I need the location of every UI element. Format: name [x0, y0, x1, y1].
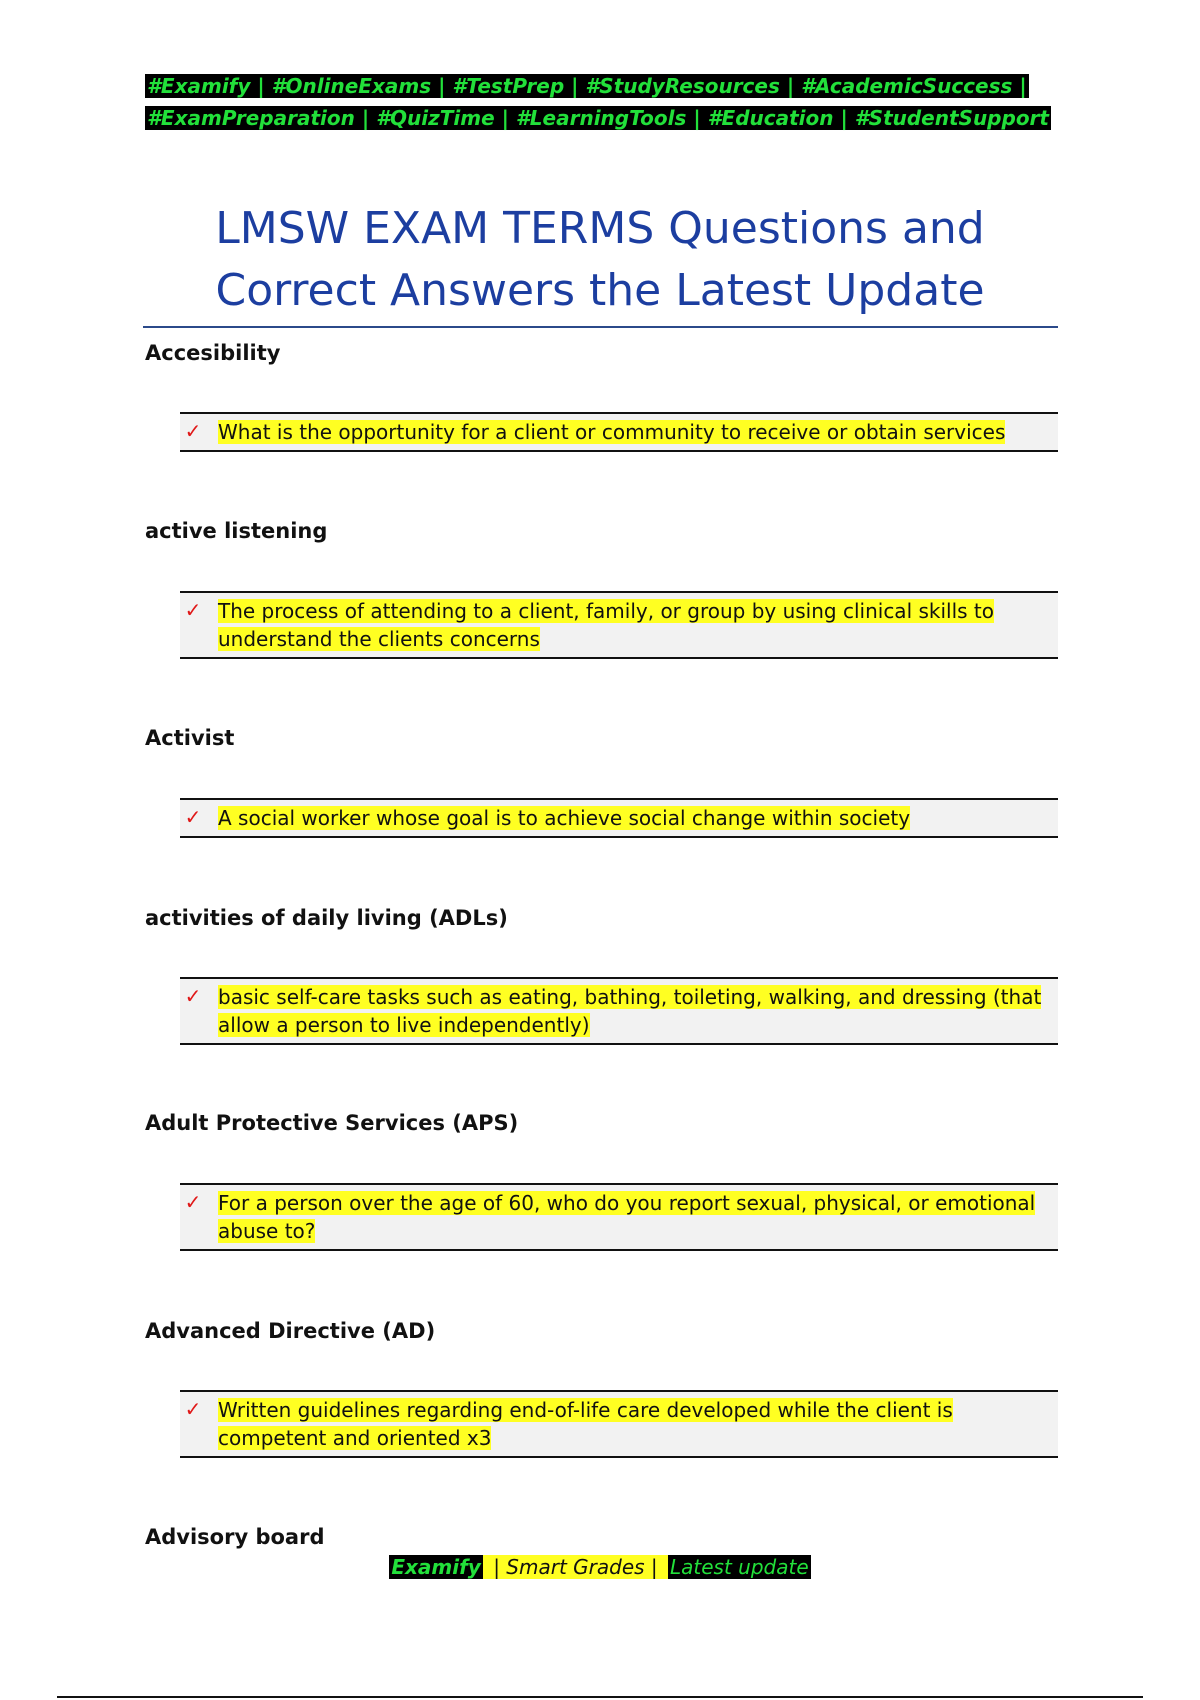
answer-text: A social worker whose goal is to achieve social change within society — [218, 806, 911, 830]
footer-brand: Examify — [391, 1555, 481, 1579]
answer-box — [180, 412, 1058, 452]
page-title — [145, 198, 1055, 322]
answer-box — [180, 1390, 1058, 1458]
answer-text: basic self-care tasks such as eating, bathing, toileting, walking, and dressing (that allow a person to live independently) — [218, 985, 1042, 1037]
page-footer — [0, 1552, 1200, 1582]
checkmark-icon: ✓ — [184, 598, 202, 622]
checkmark-icon: ✓ — [184, 419, 202, 443]
checkmark-icon: ✓ — [184, 1397, 202, 1421]
title-divider — [143, 326, 1058, 328]
page-title-line-1: LMSW EXAM TERMS Questions and — [215, 203, 985, 254]
footer-latest-update: Latest update — [670, 1555, 809, 1579]
answer-box — [180, 977, 1058, 1045]
term-heading: Advanced Directive (AD) — [145, 1319, 436, 1343]
answer-text: For a person over the age of 60, who do you report sexual, physical, or emotional abuse to? — [218, 1191, 1036, 1243]
checkmark-icon: ✓ — [184, 984, 202, 1008]
term-heading: Advisory board — [145, 1525, 325, 1549]
answer-text: The process of attending to a client, family, or group by using clinical skills to understand the clients concerns — [218, 599, 995, 651]
page-title-line-2: Correct Answers the Latest Update — [215, 265, 985, 316]
answer-text: Written guidelines regarding end-of-life care developed while the client is competent and oriented x3 — [218, 1398, 953, 1450]
hashtag-banner — [145, 70, 1060, 134]
term-heading: active listening — [145, 519, 328, 543]
term-heading: activities of daily living (ADLs) — [145, 906, 508, 930]
answer-box — [180, 1183, 1058, 1251]
answer-box — [180, 591, 1058, 659]
answer-box — [180, 798, 1058, 838]
checkmark-icon: ✓ — [184, 805, 202, 829]
term-heading: Accesibility — [145, 341, 281, 365]
checkmark-icon: ✓ — [184, 1190, 202, 1214]
footer-smart-grades: | Smart Grades | — [483, 1555, 668, 1579]
answer-text: What is the opportunity for a client or community to receive or obtain services — [218, 420, 1006, 444]
hashtags-line-1: #Examify | #OnlineExams | #TestPrep | #StudyResources | #AcademicSuccess | — [147, 74, 1027, 98]
page-bottom-divider — [57, 1696, 1143, 1698]
hashtags-line-2: #ExamPreparation | #QuizTime | #LearningTools | #Education | #StudentSupport — [147, 106, 1049, 130]
term-heading: Activist — [145, 726, 235, 750]
term-heading: Adult Protective Services (APS) — [145, 1111, 519, 1135]
